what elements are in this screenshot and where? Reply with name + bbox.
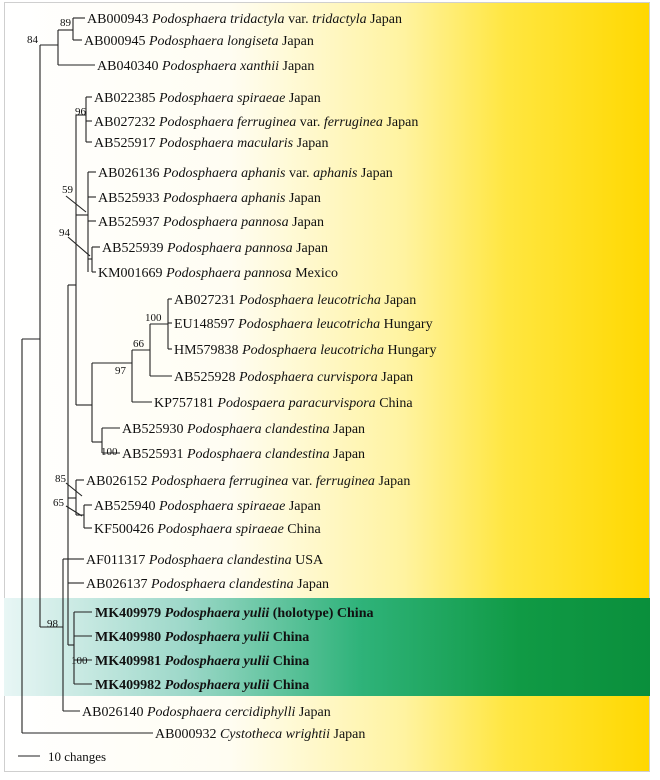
taxon-label: AB027231 Podosphaera leucotricha Japan (174, 293, 417, 308)
taxon-label: AB040340 Podosphaera xanthii Japan (97, 59, 315, 74)
taxon-label: AB525940 Podosphaera spiraeae Japan (94, 499, 321, 514)
bootstrap-label: 65 (53, 497, 64, 509)
taxon-label: KP757181 Podospaera paracurvispora China (154, 396, 413, 411)
taxon-label: AB525917 Podosphaera macularis Japan (94, 136, 329, 151)
bootstrap-label: 100 (101, 446, 118, 458)
bootstrap-label: 100 (145, 312, 162, 324)
taxon-label: AB525939 Podosphaera pannosa Japan (102, 241, 328, 256)
taxon-label: AB000945 Podosphaera longiseta Japan (84, 34, 314, 49)
scale-bar-label: 10 changes (48, 749, 107, 764)
taxon-label-yulii: MK409982 Podosphaera yulii China (95, 678, 310, 693)
bootstrap-label: 59 (62, 184, 73, 196)
taxon-label: AB026152 Podosphaera ferruginea var. ferruginea Japan (86, 474, 411, 489)
bootstrap-label: 100 (71, 655, 88, 667)
taxon-label: AB525928 Podosphaera curvispora Japan (174, 370, 414, 385)
taxon-labels (82, 12, 436, 742)
taxon-label: AB027232 Podosphaera ferruginea var. ferruginea Japan (94, 115, 419, 130)
taxon-label-yulii: MK409981 Podosphaera yulii China (95, 654, 310, 669)
taxon-label: KF500426 Podosphaera spiraeae China (94, 522, 321, 537)
taxon-label: AB525931 Podosphaera clandestina Japan (122, 447, 366, 462)
taxon-label: EU148597 Podosphaera leucotricha Hungary (174, 317, 433, 332)
bootstrap-label: 96 (75, 106, 86, 118)
taxon-label: HM579838 Podosphaera leucotricha Hungary (174, 343, 437, 358)
taxon-label: AB525937 Podosphaera pannosa Japan (98, 215, 324, 230)
taxon-label: AB026136 Podosphaera aphanis var. aphanis Japan (98, 166, 393, 181)
bootstrap-arrow (68, 237, 90, 256)
taxon-label: AB000943 Podosphaera tridactyla var. tridactyla Japan (87, 12, 402, 27)
taxon-label: AB022385 Podosphaera spiraeae Japan (94, 91, 321, 106)
taxon-label: AF011317 Podosphaera clandestina USA (86, 553, 324, 568)
bootstrap-label: 84 (27, 34, 38, 46)
taxon-label: KM001669 Podosphaera pannosa Mexico (98, 266, 338, 281)
bootstrap-label: 97 (115, 365, 126, 377)
taxon-label: AB026140 Podosphaera cercidiphylli Japan (82, 705, 331, 720)
taxon-label: AB525933 Podosphaera aphanis Japan (98, 191, 321, 206)
taxon-label-yulii: MK409980 Podosphaera yulii China (95, 630, 310, 645)
bootstrap-label: 66 (133, 338, 144, 350)
taxon-label: AB000932 Cystotheca wrightii Japan (155, 727, 366, 742)
bootstrap-label: 89 (60, 17, 71, 29)
taxon-label: AB525930 Podosphaera clandestina Japan (122, 422, 366, 437)
bootstrap-label: 98 (47, 618, 58, 630)
taxon-label-yulii: MK409979 Podosphaera yulii (holotype) China (95, 606, 374, 621)
taxon-label: AB026137 Podosphaera clandestina Japan (86, 577, 330, 592)
bootstrap-label: 94 (59, 227, 70, 239)
bootstrap-label: 85 (55, 473, 66, 485)
